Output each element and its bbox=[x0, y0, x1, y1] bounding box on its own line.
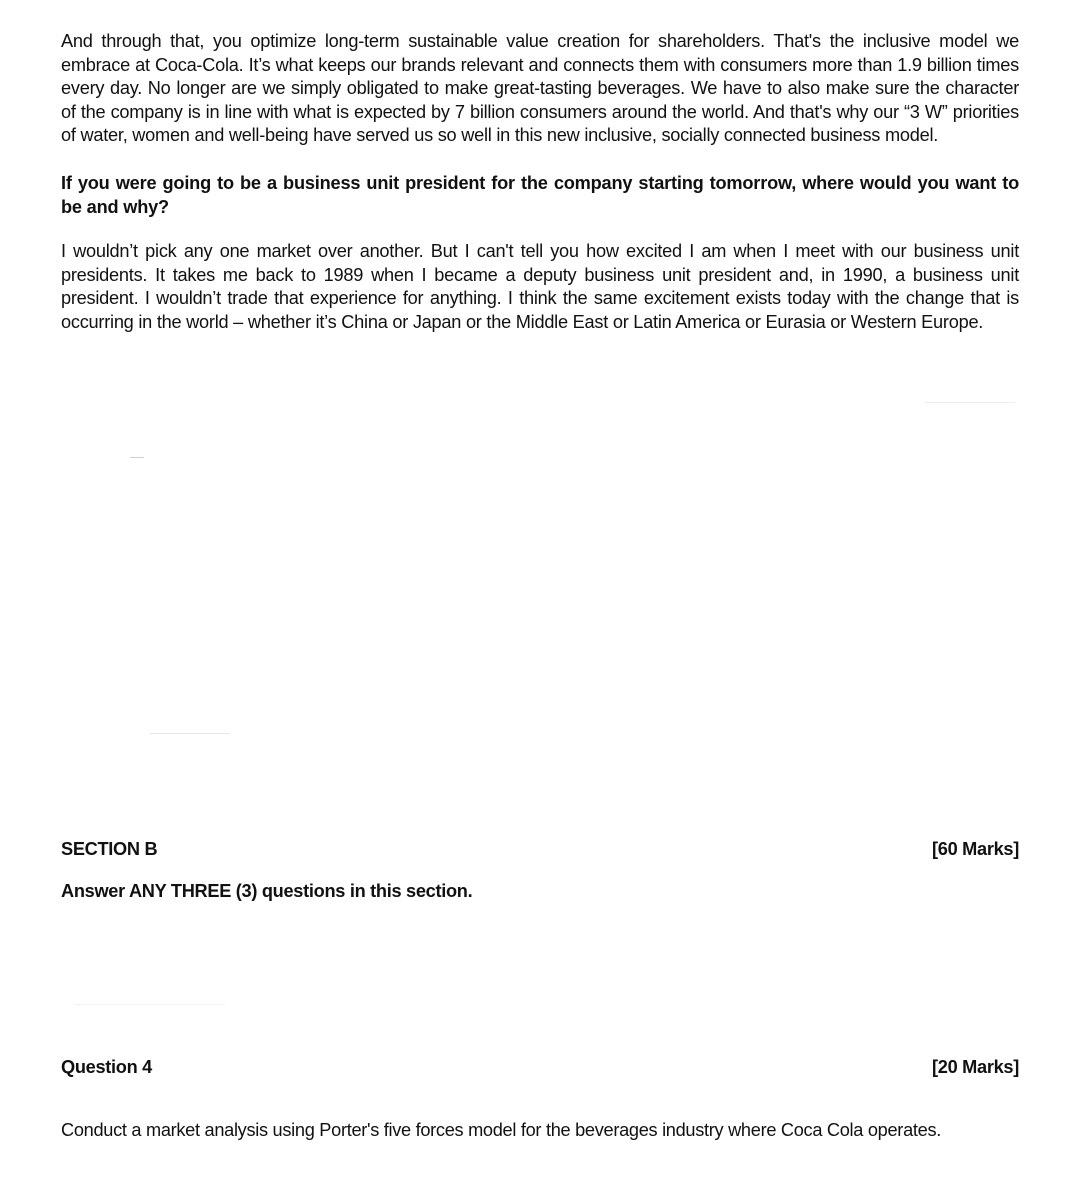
section-instruction-text: Answer ANY THREE (3) questions in this section. bbox=[61, 881, 473, 901]
question-4-task: Conduct a market analysis using Porter's five forces model for the beverages industry where Coca Cola operates. bbox=[61, 1120, 941, 1140]
question-marks: [20 Marks] bbox=[932, 1057, 1019, 1077]
section-marks: [60 Marks] bbox=[932, 839, 1019, 859]
interview-question-heading: If you were going to be a business unit president for the company starting tomorrow, where would you want to be and why? bbox=[61, 173, 1019, 217]
section-title: SECTION B bbox=[61, 839, 158, 859]
interview-answer-paragraph: And through that, you optimize long-term sustainable value creation for shareholders. That's the inclusive model we embrace at Coca-Cola. It’s what keeps our brands relevant and connects them with consumers more than 1.9 billion times every day. No longer are we simply obligated to make great-tasting beverages. We have to also make sure the character of the company is in line with what is expected by 7 billion consumers around the world. And that's why our “3 W” priorities of water, women and well-being have served us so well in this new inclusive, socially connected business model. bbox=[61, 31, 1019, 146]
scan-speck bbox=[925, 402, 1015, 403]
interview-answer-paragraph-2: I wouldn’t pick any one market over another. But I can't tell you how excited I am when I meet with our business unit presidents. It takes me back to 1989 when I became a deputy business unit president and, in 1990, a business unit president. I wouldn’t trade that experience for anything. I think the same excitement exists today with the change that is occurring in the world – whether it’s China or Japan or the Middle East or Latin America or Eurasia or Western Europe. bbox=[61, 241, 1019, 332]
scan-speck bbox=[130, 457, 144, 458]
scan-speck bbox=[150, 733, 230, 734]
scan-speck bbox=[75, 1004, 225, 1005]
question-title: Question 4 bbox=[61, 1057, 152, 1077]
